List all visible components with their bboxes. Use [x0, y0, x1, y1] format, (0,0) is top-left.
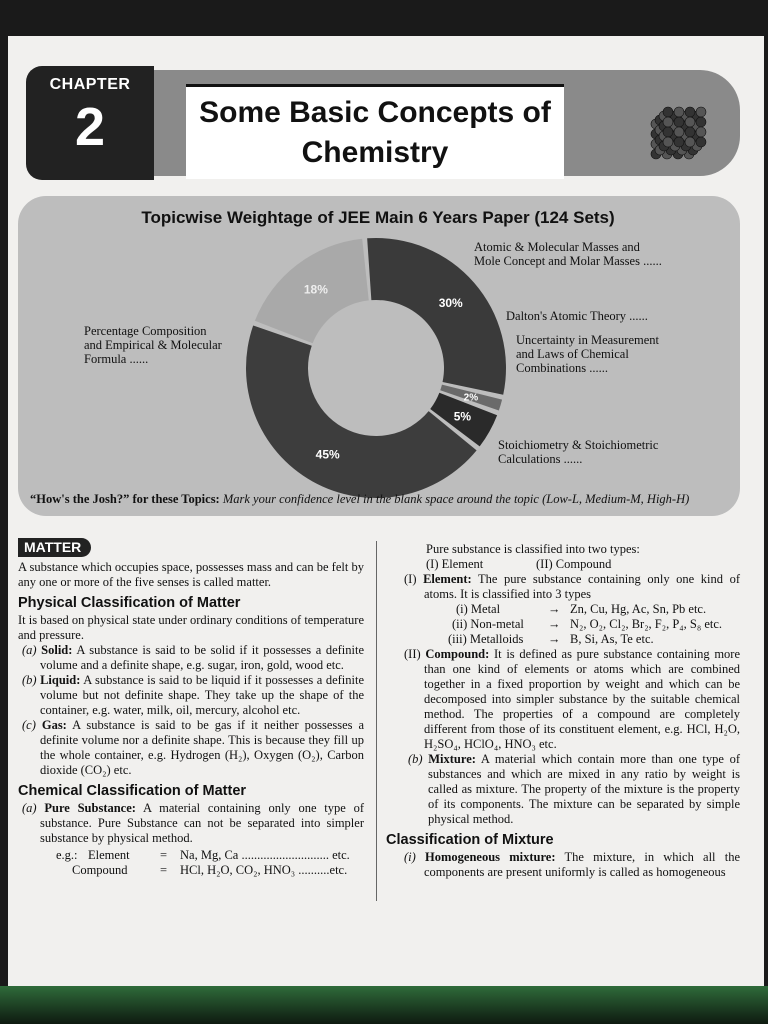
- compound-marker: (II): [404, 647, 421, 661]
- eg1-name: Element: [88, 848, 130, 862]
- liquid-text: A substance is said to be liquid if it possesses a definite volume but not definite shape. They take up the shape of the container, e.g. water, milk, oil, mercury, alcohol etc.: [40, 673, 364, 717]
- mixture-text: A material which contain more than one type of substances and which are mixed in any ratio by weight is called as mixture. The property of the mixture is the property of its components. The mixture can be separated by simple physical method.: [428, 752, 741, 826]
- label-dalton: Dalton's Atomic Theory ......: [506, 309, 648, 323]
- eg2-value: HCl, H₂O, CO₂, HNO₃ ..........etc.: [180, 863, 348, 877]
- homogeneous-term: Homogeneous mixture:: [425, 850, 556, 864]
- homogeneous-text: The mixture, in which all the components are present uniformly is called as homogeneous: [424, 850, 740, 879]
- label-percent: [84, 324, 222, 366]
- metal-value: Zn, Cu, Hg, Ac, Sn, Pb etc.: [570, 602, 707, 616]
- label-stoich-line2: Calculations ......: [498, 452, 583, 466]
- chart-title: Topicwise Weightage of JEE Main 6 Years Paper (124 Sets): [141, 208, 615, 227]
- column-divider: [376, 541, 377, 901]
- pure-item: [18, 801, 364, 846]
- label-percent-line3: Formula ......: [84, 352, 149, 366]
- example-row-2: [18, 863, 364, 878]
- liquid-term: Liquid:: [40, 673, 81, 687]
- label-atomic-line2: Mole Concept and Molar Masses ......: [474, 254, 662, 268]
- metalloid-value: B, Si, As, Te etc.: [570, 632, 654, 646]
- label-percent-line2: and Empirical & Molecular: [84, 338, 222, 352]
- mixture-term: Mixture:: [428, 752, 476, 766]
- label-uncertainty-line2: and Laws of Chemical: [516, 347, 629, 361]
- left-column: [18, 538, 364, 878]
- homogeneous-item: [386, 850, 740, 880]
- slice-label-1: 2%: [463, 392, 479, 404]
- eg-prefix: e.g.:: [56, 848, 78, 862]
- eg1-value: Na, Mg, Ca ............................ etc.: [180, 848, 350, 862]
- homogeneous-marker: (i): [404, 850, 416, 864]
- title-line-2: Chemistry: [301, 136, 449, 169]
- label-stoich-line1: Stoichiometry & Stoichiometric: [498, 438, 659, 452]
- label-stoich: [498, 438, 658, 466]
- eg2-name: Compound: [72, 863, 128, 877]
- metal-label: (i) Metal: [456, 602, 501, 616]
- nonmetal-label: (ii) Non-metal: [452, 617, 524, 631]
- gas-text: A substance is said to be gas if it neither possesses a definite volume nor a definite shape. This is because they fill up the whole container, e.g. Hydrogen (H₂), Oxygen (O₂), Carbon dioxide (CO₂) etc.: [40, 718, 365, 777]
- gas-marker: (c): [22, 718, 36, 732]
- label-atomic-line1: Atomic & Molecular Masses and: [474, 240, 640, 254]
- physical-intro: It is based on physical state under ordinary conditions of temperature and pressure.: [18, 613, 364, 642]
- eg2-eq: =: [160, 863, 168, 877]
- solid-text: A substance is said to be solid if it possesses a definite volume and a definite shape, e.g. sugar, iron, gold, wood etc.: [40, 643, 365, 672]
- type-element: (I) Element: [426, 557, 484, 571]
- nonmetal-arrow: →: [548, 617, 561, 631]
- element-marker: (I): [404, 572, 417, 586]
- pure-term: Pure Substance:: [44, 801, 136, 815]
- pure-text: A material containing only one type of substance. Pure Substance can not be separated into simpler substance by physical method.: [40, 801, 364, 845]
- metal-row: [386, 602, 740, 617]
- compound-term: Compound:: [425, 647, 490, 661]
- matter-definition: A substance which occupies space, possesses mass and can be felt by any one or more of the five senses is called matter.: [18, 560, 364, 589]
- pure-two-types: Pure substance is classified into two types:: [426, 542, 640, 556]
- types-row: [386, 557, 740, 572]
- solid-term: Solid:: [41, 643, 73, 657]
- metal-arrow: →: [548, 602, 561, 616]
- type-compound: (II) Compound: [536, 557, 612, 571]
- desk-background: [0, 986, 768, 1024]
- gas-item: [18, 718, 364, 778]
- metalloid-arrow: →: [548, 632, 561, 646]
- solid-marker: (a): [22, 643, 37, 657]
- label-uncertainty-line1: Uncertainty in Measurement: [516, 333, 660, 347]
- matter-badge: MATTER: [18, 538, 91, 557]
- element-text: The pure substance containing only one kind of atoms. It is classified into 3 types: [424, 572, 740, 601]
- element-item: [386, 572, 740, 602]
- liquid-marker: (b): [22, 673, 37, 687]
- josh-line: [30, 492, 730, 507]
- right-column: [386, 542, 740, 880]
- book-page: [8, 36, 764, 986]
- label-uncertainty-line3: Combinations ......: [516, 361, 609, 375]
- label-uncertainty: [516, 333, 659, 375]
- nonmetal-row: [386, 617, 740, 632]
- mixture-heading: Classification of Mixture: [386, 832, 554, 848]
- liquid-item: [18, 673, 364, 718]
- label-atomic: [474, 240, 662, 268]
- solid-item: [18, 643, 364, 673]
- josh-bold: “How's the Josh?” for these Topics:: [30, 492, 220, 506]
- chemical-heading: Chemical Classification of Matter: [18, 783, 247, 799]
- metalloid-row: [386, 632, 740, 647]
- example-row-1: [18, 848, 364, 863]
- mixture-item: [386, 752, 740, 827]
- chapter-number: 2: [74, 97, 106, 157]
- pure-marker: (a): [22, 801, 37, 815]
- slice-label-3: 45%: [315, 447, 340, 462]
- josh-italic: Mark your confidence level in the blank space around the topic (Low-L, Medium-M, High-H): [222, 492, 690, 506]
- mixture-marker: (b): [408, 752, 423, 766]
- title-line-1: Some Basic Concepts of: [199, 96, 551, 129]
- slice-label-2: 5%: [453, 409, 472, 424]
- chapter-label: CHAPTER: [49, 76, 131, 93]
- eg1-eq: =: [160, 848, 168, 862]
- slice-label-0: 30%: [438, 296, 463, 311]
- compound-item: [386, 647, 740, 752]
- nonmetal-value: N₂, O₂, Cl₂, Br₂, F₂, P₄, S₈ etc.: [570, 617, 723, 631]
- compound-text: It is defined as pure substance containing more than one kind of elements or atoms which are combined together in a fixed proportion by weight and which can be decomposed into simpler substance by the suitable chemical method. The properties of a compound are completely different from those of its constituent element, e.g. HCl, H₂O, H₂SO₄, HClO₄, HNO₃ etc.: [424, 647, 741, 751]
- physical-heading: Physical Classification of Matter: [18, 595, 241, 611]
- metalloid-label: (iii) Metalloids: [448, 632, 524, 646]
- slice-label-4: 18%: [303, 282, 328, 297]
- element-term: Element:: [423, 572, 472, 586]
- gas-term: Gas:: [41, 718, 67, 732]
- label-percent-line1: Percentage Composition: [84, 324, 207, 338]
